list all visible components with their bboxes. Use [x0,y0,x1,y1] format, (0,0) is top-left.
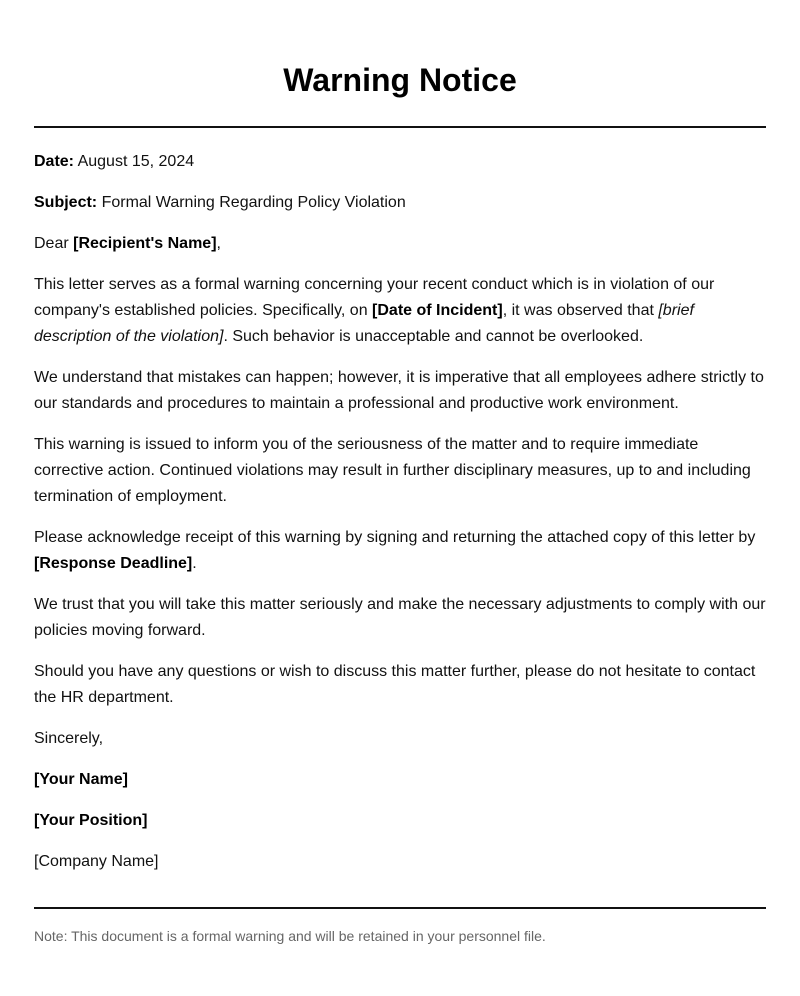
paragraph-contact: Should you have any questions or wish to discuss this matter further, please do not hesitate to contact the HR department. [34,663,756,706]
paragraph-acknowledge [34,525,770,577]
salutation-suffix: , [216,235,221,252]
salutation-prefix: Dear [34,235,74,252]
signature-company: [Company Name] [34,853,159,870]
bottom-divider [34,907,766,909]
paragraph1-text-c: . Such behavior is unacceptable and cannot be overlooked. [223,328,644,345]
paragraph1-text-b: , it was observed that [502,302,659,319]
paragraph1-text-a: This letter serves as a formal warning concerning your recent conduct which is in violation of our company's established policies. Specifically, on [34,276,715,319]
letter-body [34,149,770,890]
paragraph-consequences: This warning is issued to inform you of the seriousness of the matter and to require immediate corrective action. Continued violations may result in further disciplinary measures, up to and including termination of employment. [34,436,751,505]
subject-value: Formal Warning Regarding Policy Violation [101,194,406,211]
date-label: Date: [34,153,75,170]
paragraph-standards: We understand that mistakes can happen; however, it is imperative that all employees adhere strictly to our standards and procedures to maintain a professional and productive work environment. [34,369,764,412]
subject-label: Subject: [34,194,98,211]
response-deadline-placeholder: [Response Deadline] [34,555,193,572]
date-value: August 15, 2024 [77,153,195,170]
recipient-placeholder: [Recipient's Name] [73,235,217,252]
violation-description-placeholder: [brief description of the violation] [34,302,694,345]
signature-position-text: [Your Position] [34,812,148,829]
paragraph4-text-b: . [192,555,197,572]
paragraph4-text-a: Please acknowledge receipt of this warning by signing and returning the attached copy of this letter by [34,529,756,546]
signature-name [34,767,770,793]
footer-note: Note: This document is a formal warning and will be retained in your personnel file. [34,928,546,944]
top-divider [34,126,766,128]
signature-name-text: [Your Name] [34,771,128,788]
subject-line [34,190,770,216]
page-title: Warning Notice [283,62,517,98]
salutation [34,231,770,257]
incident-date-placeholder: [Date of Incident] [372,302,503,319]
paragraph-violation [34,272,770,350]
signature-position [34,808,770,834]
date-line [34,149,770,175]
closing: Sincerely, [34,730,104,747]
paragraph-trust: We trust that you will take this matter seriously and make the necessary adjustments to comply with our policies moving forward. [34,596,766,639]
